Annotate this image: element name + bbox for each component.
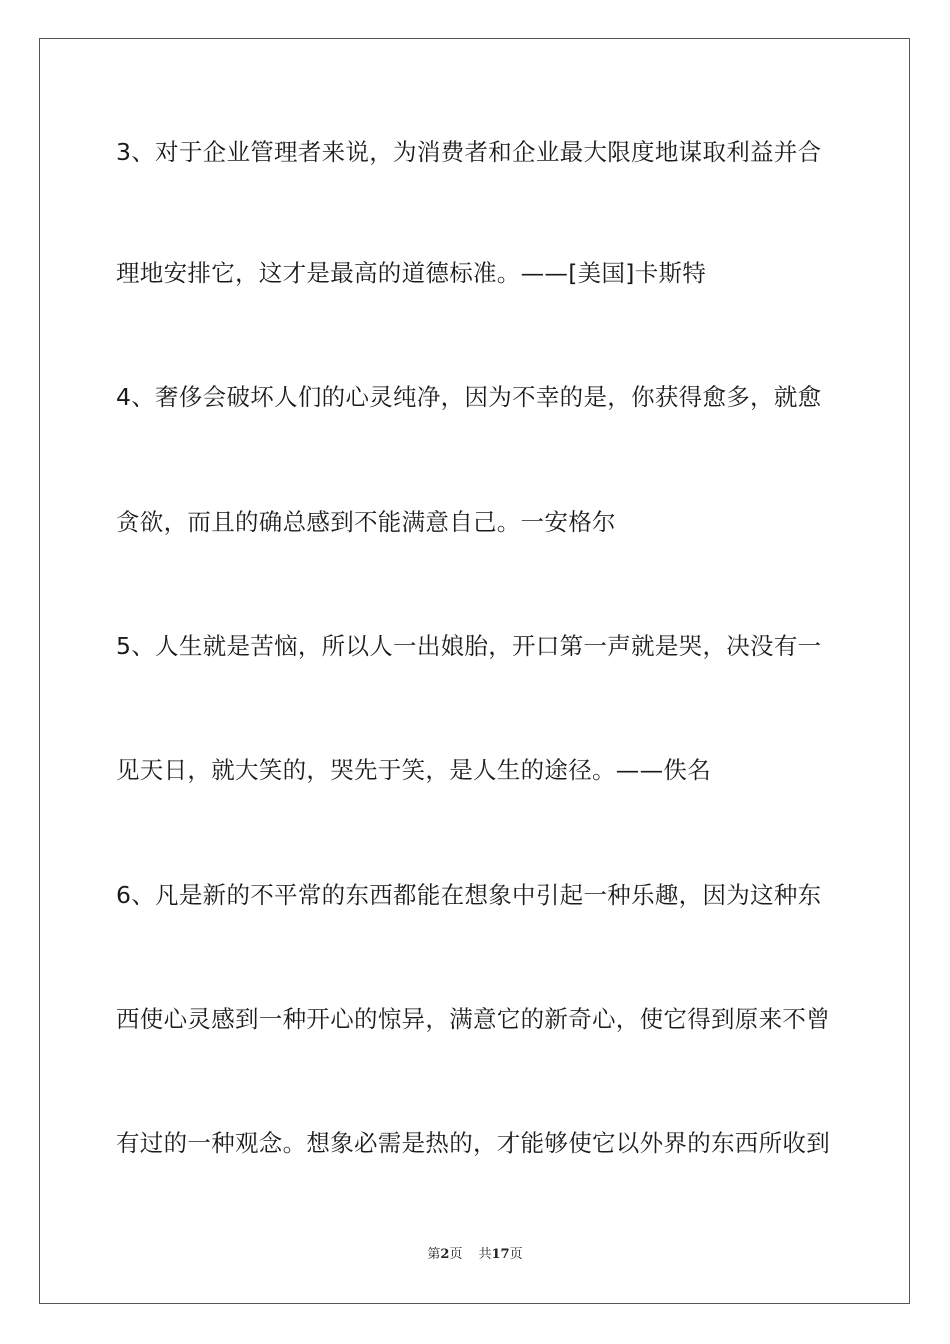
total-suffix: 页: [509, 1247, 523, 1262]
page-number: 2: [440, 1247, 450, 1262]
text-line-9: 有过的一种观念。想象必需是热的，才能够使它以外界的东西所收到: [116, 1129, 830, 1157]
text-line-7: 6、凡是新的不平常的东西都能在想象中引起一种乐趣，因为这种东: [116, 881, 822, 909]
text-line-3: 4、奢侈会破坏人们的心灵纯净，因为不幸的是，你获得愈多，就愈: [116, 383, 822, 411]
text-line-5: 5、人生就是苦恼，所以人一出娘胎，开口第一声就是哭，决没有一: [116, 632, 822, 660]
text-line-4: 贪欲，而且的确总感到不能满意自己。一安格尔: [116, 508, 616, 536]
total-prefix: 共: [478, 1247, 492, 1262]
page-border: [39, 38, 910, 1304]
text-line-2: 理地安排它，这才是最高的道德标准。——[美国]卡斯特: [116, 259, 707, 287]
total-pages: 17: [491, 1247, 510, 1262]
text-line-1: 3、对于企业管理者来说，为消费者和企业最大限度地谋取利益并合: [116, 138, 822, 166]
page-prefix: 第: [427, 1247, 441, 1262]
page-footer: [0, 1246, 950, 1264]
text-line-8: 西使心灵感到一种开心的惊异，满意它的新奇心，使它得到原来不曾: [116, 1005, 830, 1033]
text-line-6: 见天日，就大笑的，哭先于笑，是人生的途径。——佚名: [116, 756, 711, 784]
page-suffix: 页: [449, 1247, 463, 1262]
